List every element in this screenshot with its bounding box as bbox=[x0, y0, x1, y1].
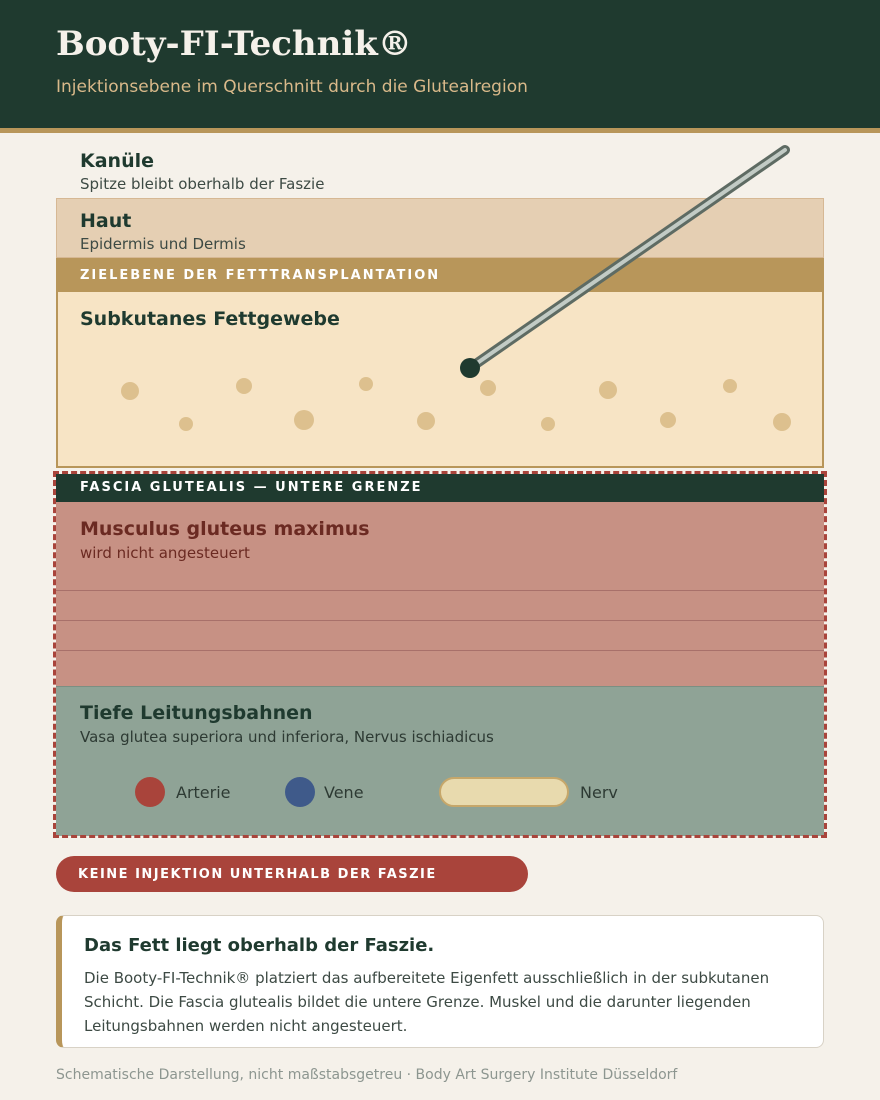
warning-badge bbox=[56, 856, 528, 892]
vessels-label: Tiefe Leitungsbahnen bbox=[80, 702, 313, 724]
header-divider bbox=[0, 128, 880, 133]
info-card bbox=[56, 915, 824, 1048]
fat-label: Subkutanes Fettgewebe bbox=[80, 308, 340, 330]
muscle-label: Musculus gluteus maximus bbox=[80, 518, 370, 540]
info-card-title: Das Fett liegt oberhalb der Faszie. bbox=[84, 935, 435, 956]
target-plane-label: ZIELEBENE DER FETTTRANSPLANTATION bbox=[80, 268, 441, 283]
muscle-sublabel: wird nicht angesteuert bbox=[80, 544, 250, 562]
no-injection-zone bbox=[53, 471, 827, 838]
skin-sublabel: Epidermis und Dermis bbox=[80, 235, 246, 253]
footer-caption: Schematische Darstellung, nicht maßstabsgetreu · Body Art Surgery Institute Düsseldorf bbox=[56, 1067, 678, 1083]
legend-nerve: Nerv bbox=[580, 783, 618, 802]
fascia-label: FASCIA GLUTEALIS — UNTERE GRENZE bbox=[80, 480, 423, 495]
skin-label: Haut bbox=[80, 210, 132, 232]
page-title: Booty-FI-Technik® bbox=[56, 24, 412, 64]
page-subtitle: Injektionsebene im Querschnitt durch die Glutealregion bbox=[56, 77, 528, 97]
needle-sublabel: Spitze bleibt oberhalb der Faszie bbox=[80, 175, 325, 193]
legend-artery: Arterie bbox=[176, 783, 231, 802]
vessels-sublabel: Vasa glutea superiora und inferiora, Nervus ischiadicus bbox=[80, 728, 494, 746]
info-card-body: Die Booty-FI-Technik® platziert das aufbereitete Eigenfett ausschließlich in der subkutanen Schicht. Die Fascia glutealis bildet die untere Grenze. Muskel und die darunter liegenden Leitungsbahnen werden nicht angesteuert. bbox=[84, 969, 770, 1035]
warning-text: KEINE INJEKTION UNTERHALB DER FASZIE bbox=[78, 867, 437, 882]
legend-vein: Vene bbox=[324, 783, 364, 802]
header-bar bbox=[0, 0, 880, 128]
needle-label: Kanüle bbox=[80, 150, 154, 172]
